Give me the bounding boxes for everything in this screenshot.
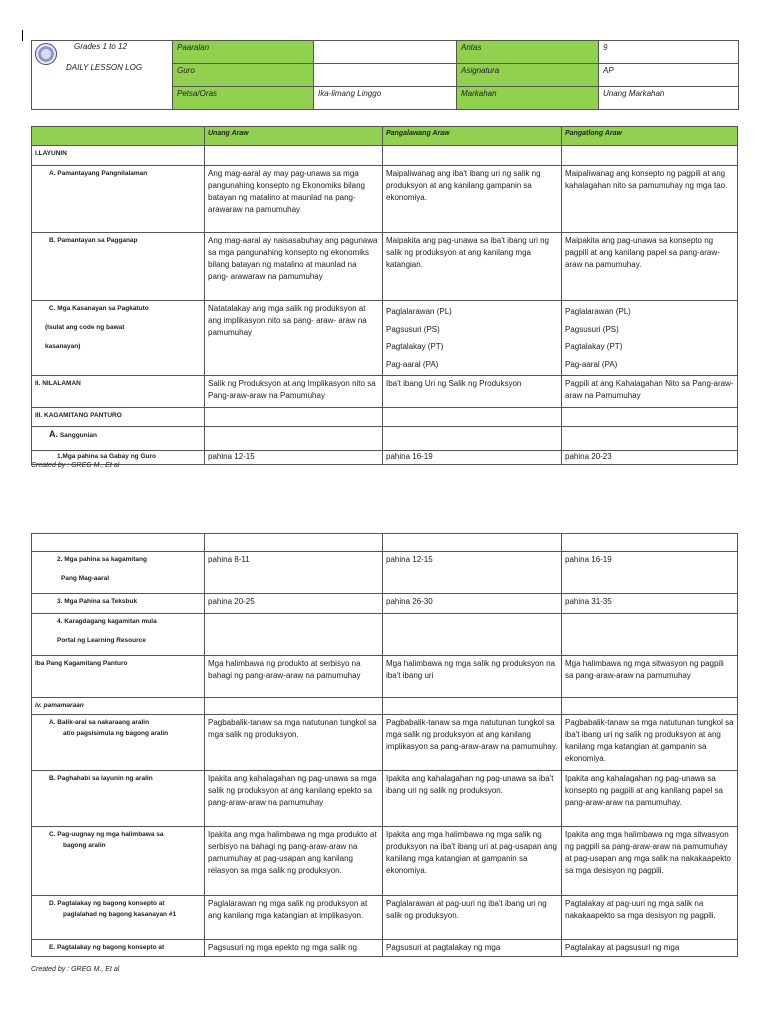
table-cell[interactable] [562, 146, 738, 166]
row-label: III. KAGAMITANG PANTURO [32, 408, 205, 427]
row-label: 4. Karagdagang kagamitan mula [57, 618, 157, 625]
table-cell[interactable] [562, 614, 738, 656]
row-label: 3. Mga Pahina sa Teksbuk [57, 598, 138, 605]
table-row [32, 376, 738, 408]
row-label: A. Balik-aral sa nakaraang aralin [49, 719, 150, 726]
table-row [32, 534, 738, 552]
header-value[interactable]: 9 [599, 41, 739, 64]
table-row [32, 146, 738, 166]
row-label: C. Pag-uugnay ng mga halimbawa sa [49, 831, 164, 838]
table-cell[interactable]: pahina 31-35 [562, 594, 738, 614]
table-cell[interactable]: Ipakita ang kahalagahan ng pag-unawa sa mga salik ng produksyon at ang kanilang epekto sa pang-araw-araw na pamumuhay [205, 771, 383, 827]
header-label: Markahan [457, 87, 599, 110]
table-cell[interactable]: Pagbabalik-tanaw sa mga natutunan tungkol sa mga salik ng produksyon. [205, 715, 383, 771]
grades-label: Grades 1 to 12 [74, 42, 127, 51]
row-label: B. Pamantayan sa Pagganap [49, 237, 138, 244]
table-cell[interactable]: Ipakita ang mga halimbawa ng mga sitwasyon ng pagpili sa pang-araw-araw na pamumuhay at pag-usapan ang mga salik na nakakaapekto sa mga desisyon ng pagpili. [562, 827, 738, 896]
column-header-blank [32, 127, 205, 146]
row-label-note: kasanayan) [45, 343, 81, 350]
table-row [32, 698, 738, 715]
table-row [32, 408, 738, 427]
table-row [32, 715, 738, 771]
table-cell [32, 534, 205, 552]
footer-credit: Created by : GREG M., Et al [31, 966, 120, 973]
table-cell[interactable] [383, 698, 562, 715]
table-cell[interactable] [383, 614, 562, 656]
table-cell[interactable]: Ipakita ang mga halimbawa ng mga produkto at serbisyo na bahagi ng pang-araw-araw na pamumuhay at pag-usapan ang kanilang relasyon sa mga salik ng produksyon. [205, 827, 383, 896]
table-cell[interactable] [205, 408, 383, 427]
lesson-log-header [31, 40, 739, 110]
table-cell[interactable] [205, 698, 383, 715]
table-cell[interactable]: Natatalakay ang mga salik ng produksyon at ang implikasyon nito sa pang- araw- araw na pamumuhay [205, 301, 383, 376]
column-header: Pangatlong Araw [562, 127, 738, 146]
row-label: A. Pamantayang Pangnilalaman [49, 170, 148, 177]
table-cell[interactable] [205, 427, 383, 451]
lesson-table-part1 [31, 126, 738, 465]
row-label: II. NILALAMAN [32, 376, 205, 408]
table-cell[interactable]: pahina 20-25 [205, 594, 383, 614]
header-label: Guro [173, 64, 314, 87]
row-label: I.LAYUNIN [32, 146, 205, 166]
table-cell[interactable]: Mga halimbawa ng mga sitwasyon ng pagpili sa pang-araw-araw na pamumuhay [562, 656, 738, 698]
table-row [32, 614, 738, 656]
table-cell[interactable]: Maipaliwanag ang konsepto ng pagpili at ang kahalagahan nito sa pamumuhay ng mga tao. [562, 166, 738, 233]
table-cell[interactable] [205, 614, 383, 656]
column-header: Unang Araw [205, 127, 383, 146]
table-cell[interactable] [383, 534, 562, 552]
table-row [32, 656, 738, 698]
table-cell[interactable]: Ang mag-aaral ay may pag-unawa sa mga pangunahing konsepto ng Ekonomiks bilang batayan ng matalino at maunlad na pang-arawaraw na pamumuhay [205, 166, 383, 233]
text-cursor [22, 30, 23, 41]
row-label: Iba Pang Kagamitang Panturo [32, 656, 205, 698]
row-label-note: Pang Mag-aaral [61, 575, 110, 582]
table-cell[interactable]: pahina 12-15 [383, 552, 562, 594]
table-cell[interactable]: pahina 26-30 [383, 594, 562, 614]
table-cell[interactable]: Pagbabalik-tanaw sa mga natutunan tungkol sa mga salik ng produksyon at ang kanilang implikasyon sa pang-araw-araw na pamumuhay. [383, 715, 562, 771]
deped-seal-icon [35, 43, 57, 65]
row-label-note: at/o pagsisimula ng bagong aralin [63, 730, 169, 737]
table-cell[interactable]: Paglalarawan (PL) Pagsusuri (PS) Pagtalakay (PT) Pag-aaral (PA) [383, 301, 562, 376]
row-label: D. Pagtalakay ng bagong konsepto at [49, 900, 165, 907]
lesson-table-part2 [31, 533, 738, 957]
table-cell[interactable]: Pagsusuri at pagtalakay ng mga [383, 940, 562, 957]
log-title: DAILY LESSON LOG [66, 63, 143, 72]
table-row [32, 896, 738, 940]
header-value[interactable] [314, 41, 457, 64]
table-cell[interactable]: Ipakita ang kahalagahan ng pag-unawa sa iba't ibang uri ng salik ng produksyon. [383, 771, 562, 827]
table-cell[interactable] [562, 698, 738, 715]
table-cell[interactable]: Pagbabalik-tanaw sa mga natutunan tungkol sa iba't ibang uri ng salik ng produksyon at ang kanilang mga katangian at gampanin sa ekonomiya. [562, 715, 738, 771]
table-cell[interactable]: Iba't ibang Uri ng Salik ng Produksyon [383, 376, 562, 408]
table-cell[interactable]: Ipakita ang kahalagahan ng pag-unawa sa konsepto ng pagpili at ang kanilang papel sa pang-araw-araw na pamumuhay. [562, 771, 738, 827]
table-cell[interactable]: pahina 8-11 [205, 552, 383, 594]
header-label: Antas [457, 41, 599, 64]
table-cell[interactable] [205, 146, 383, 166]
table-row [32, 552, 738, 594]
header-value[interactable] [314, 64, 457, 87]
row-label-letter: A. [49, 429, 58, 439]
table-cell[interactable]: Mga halimbawa ng produkto at serbisyo na bahagi ng pang-araw-araw na pamumuhay [205, 656, 383, 698]
table-cell[interactable]: Maipaliwanag ang iba't ibang uri ng salik ng produksyon at ang kanilang gampanin sa ekonomiya. [383, 166, 562, 233]
column-header-row [32, 127, 738, 146]
table-cell[interactable] [562, 534, 738, 552]
header-label: Petsa/Oras [173, 87, 314, 110]
table-cell[interactable] [562, 427, 738, 451]
table-cell[interactable]: Mga halimbawa ng mga salik ng produksyon na iba't ibang uri [383, 656, 562, 698]
table-cell[interactable]: Pagtalakay at pagsusuri ng mga [562, 940, 738, 957]
footer-credit: Created by : GREG M., Et al [31, 462, 120, 469]
table-cell[interactable]: Maipakita ang pag-unawa sa konsepto ng pagpili at ang kanilang papel sa pang-araw-araw na pamumuhay. [562, 233, 738, 301]
header-value[interactable]: AP [599, 64, 739, 87]
table-cell[interactable]: Ang mag-aaral ay naisasabuhay ang pagunawa sa mga pangunahing konsepto ng ekonomiks bilang batayan ng matalino at maunlad na pang- arawaraw na pamumuhay [205, 233, 383, 301]
row-label-note: paglalahad ng bagong kasanayan #1 [63, 911, 177, 918]
row-label: C. Mga Kasanayan sa Pagkatuto [49, 305, 149, 312]
table-cell[interactable]: Paglalarawan at pag-uuri ng iba't ibang uri ng salik ng produksyon. [383, 896, 562, 940]
row-label: 2. Mga pahina sa kagamitang [57, 556, 147, 563]
table-row [32, 233, 738, 301]
table-row [32, 451, 738, 465]
row-label: Sanggunian [59, 432, 98, 439]
row-label-note: (Isulat ang code ng bawat [45, 324, 125, 331]
table-row [32, 940, 738, 957]
table-row [32, 166, 738, 233]
table-cell[interactable] [562, 408, 738, 427]
table-row [32, 827, 738, 896]
row-label: 1.Mga pahina sa Gabay ng Guro [57, 453, 156, 460]
table-cell[interactable]: Ipakita ang mga halimbawa ng mga salik ng produksyon na iba't ibang uri at pag-usapan ang kanilang mga katangian at gampanin sa ekonomiya. [383, 827, 562, 896]
header-value[interactable]: Ika-limang Linggo [314, 87, 457, 110]
table-cell[interactable]: Maipakita ang pag-unawa sa iba't ibang uri ng salik ng produksyon at ang kanilang mga katangian. [383, 233, 562, 301]
table-cell[interactable]: Pagtalakay at pag-uuri ng mga salik na nakakaapekto sa mga desisyon ng pagpili. [562, 896, 738, 940]
table-cell[interactable] [383, 427, 562, 451]
table-row [32, 771, 738, 827]
row-label-note: bagong aralin [63, 842, 106, 849]
table-cell[interactable]: Pagpili at ang Kahalagahan Nito sa Pang-araw-araw na Pamumuhay [562, 376, 738, 408]
table-cell[interactable]: pahina 16-19 [562, 552, 738, 594]
row-label: B. Paghahabi sa layunin ng aralin [49, 775, 153, 782]
header-value[interactable]: Unang Markahan [599, 87, 739, 110]
table-cell[interactable]: pahina 20-23 [562, 451, 738, 465]
row-label: iv. pamamaraan [32, 698, 205, 715]
table-row [32, 594, 738, 614]
header-label: Asignatura [457, 64, 599, 87]
table-cell[interactable] [205, 534, 383, 552]
row-label: E. Pagtalakay ng bagong konsepto at [49, 944, 165, 951]
header-logo-cell [32, 41, 173, 110]
table-row [32, 427, 738, 451]
table-cell[interactable]: Pagsusuri ng mga epekto ng mga salik ng [205, 940, 383, 957]
table-cell[interactable] [383, 146, 562, 166]
column-header: Pangalawang Araw [383, 127, 562, 146]
header-label: Paaralan [173, 41, 314, 64]
row-label-note: Portal ng Learning Resource [57, 637, 146, 644]
table-cell[interactable]: pahina 12-15 [205, 451, 383, 465]
table-cell[interactable]: Paglalarawan ng mga salik ng produksyon at ang kanilang mga katangian at implikasyon. [205, 896, 383, 940]
table-cell[interactable]: Salik ng Produksyon at ang Implikasyon nito sa Pang-araw-araw na Pamumuhay [205, 376, 383, 408]
table-cell[interactable] [383, 408, 562, 427]
table-cell[interactable]: pahina 16-19 [383, 451, 562, 465]
table-row [32, 301, 738, 376]
table-cell[interactable]: Paglalarawan (PL) Pagsusuri (PS) Pagtalakay (PT) Pag-aaral (PA) [562, 301, 738, 376]
